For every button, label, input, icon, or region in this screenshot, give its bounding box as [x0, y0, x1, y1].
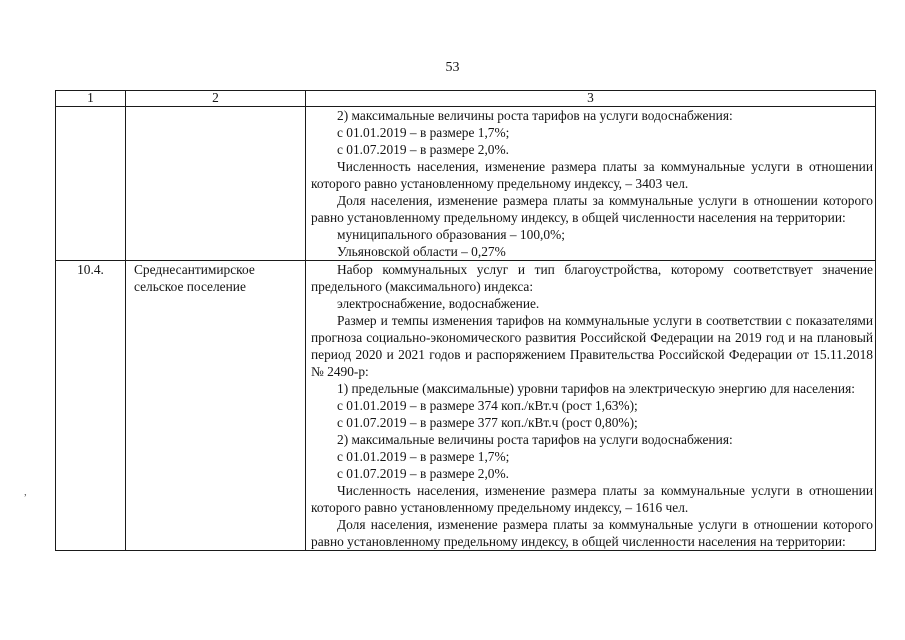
paragraph: Доля населения, изменение размера платы за коммунальные услуги в отношении которого равно установленному предельному индексу, в общей численности населения на территории: — [311, 517, 873, 549]
table-row — [56, 107, 876, 261]
column-header: 3 — [306, 91, 876, 107]
table-header-row — [56, 91, 876, 107]
settlement-name: Среднесантимирское сельское поселение — [126, 261, 306, 551]
paragraph: с 01.07.2019 – в размере 2,0%. — [337, 466, 509, 481]
paragraph: 1) предельные (максимальные) уровни тарифов на электрическую энергию для населения: — [337, 381, 855, 396]
paragraph: с 01.07.2019 – в размере 2,0%. — [337, 142, 509, 157]
column-header: 2 — [126, 91, 306, 107]
stray-mark: , — [24, 486, 27, 498]
paragraph: 2) максимальные величины роста тарифов на услуги водоснабжения: — [337, 108, 733, 123]
paragraph: Размер и темпы изменения тарифов на коммунальные услуги в соответствии с показателями прогноза социально-экономического развития Российской Федерации на 2019 год и на плановый период 2020 и 2021 годов и распоряжением Правительства Российской Федерации от 15.11.2018 № 2490-р: — [311, 313, 873, 379]
settlement-name — [126, 107, 306, 261]
page-number: 53 — [445, 60, 460, 75]
paragraph: 2) максимальные величины роста тарифов на услуги водоснабжения: — [337, 432, 733, 447]
paragraph: Набор коммунальных услуг и тип благоустройства, которому соответствует значение предельного (максимального) индекса: — [311, 262, 873, 294]
paragraph: с 01.01.2019 – в размере 1,7%; — [337, 449, 510, 464]
paragraph: с 01.01.2019 – в размере 1,7%; — [337, 125, 510, 140]
paragraph: с 01.07.2019 – в размере 377 коп./кВт.ч (рост 0,80%); — [337, 415, 638, 430]
table-row — [56, 261, 876, 551]
document-table — [55, 90, 876, 551]
paragraph: муниципального образования – 100,0%; — [337, 227, 565, 242]
row-text — [306, 107, 876, 261]
row-number: 10.4. — [56, 261, 126, 551]
column-header: 1 — [56, 91, 126, 107]
row-number — [56, 107, 126, 261]
paragraph: Численность населения, изменение размера платы за коммунальные услуги в отношении которого равно установленному предельному индексу, – 1616 чел. — [311, 483, 873, 515]
paragraph: электроснабжение, водоснабжение. — [337, 296, 540, 311]
row-text — [306, 261, 876, 551]
paragraph: Ульяновской области – 0,27% — [337, 244, 506, 259]
paragraph: с 01.01.2019 – в размере 374 коп./кВт.ч (рост 1,63%); — [337, 398, 638, 413]
paragraph: Доля населения, изменение размера платы за коммунальные услуги в отношении которого равно установленному предельному индексу, в общей численности населения на территории: — [311, 193, 873, 225]
paragraph: Численность населения, изменение размера платы за коммунальные услуги в отношении которого равно установленному предельному индексу, – 3403 чел. — [311, 159, 873, 191]
